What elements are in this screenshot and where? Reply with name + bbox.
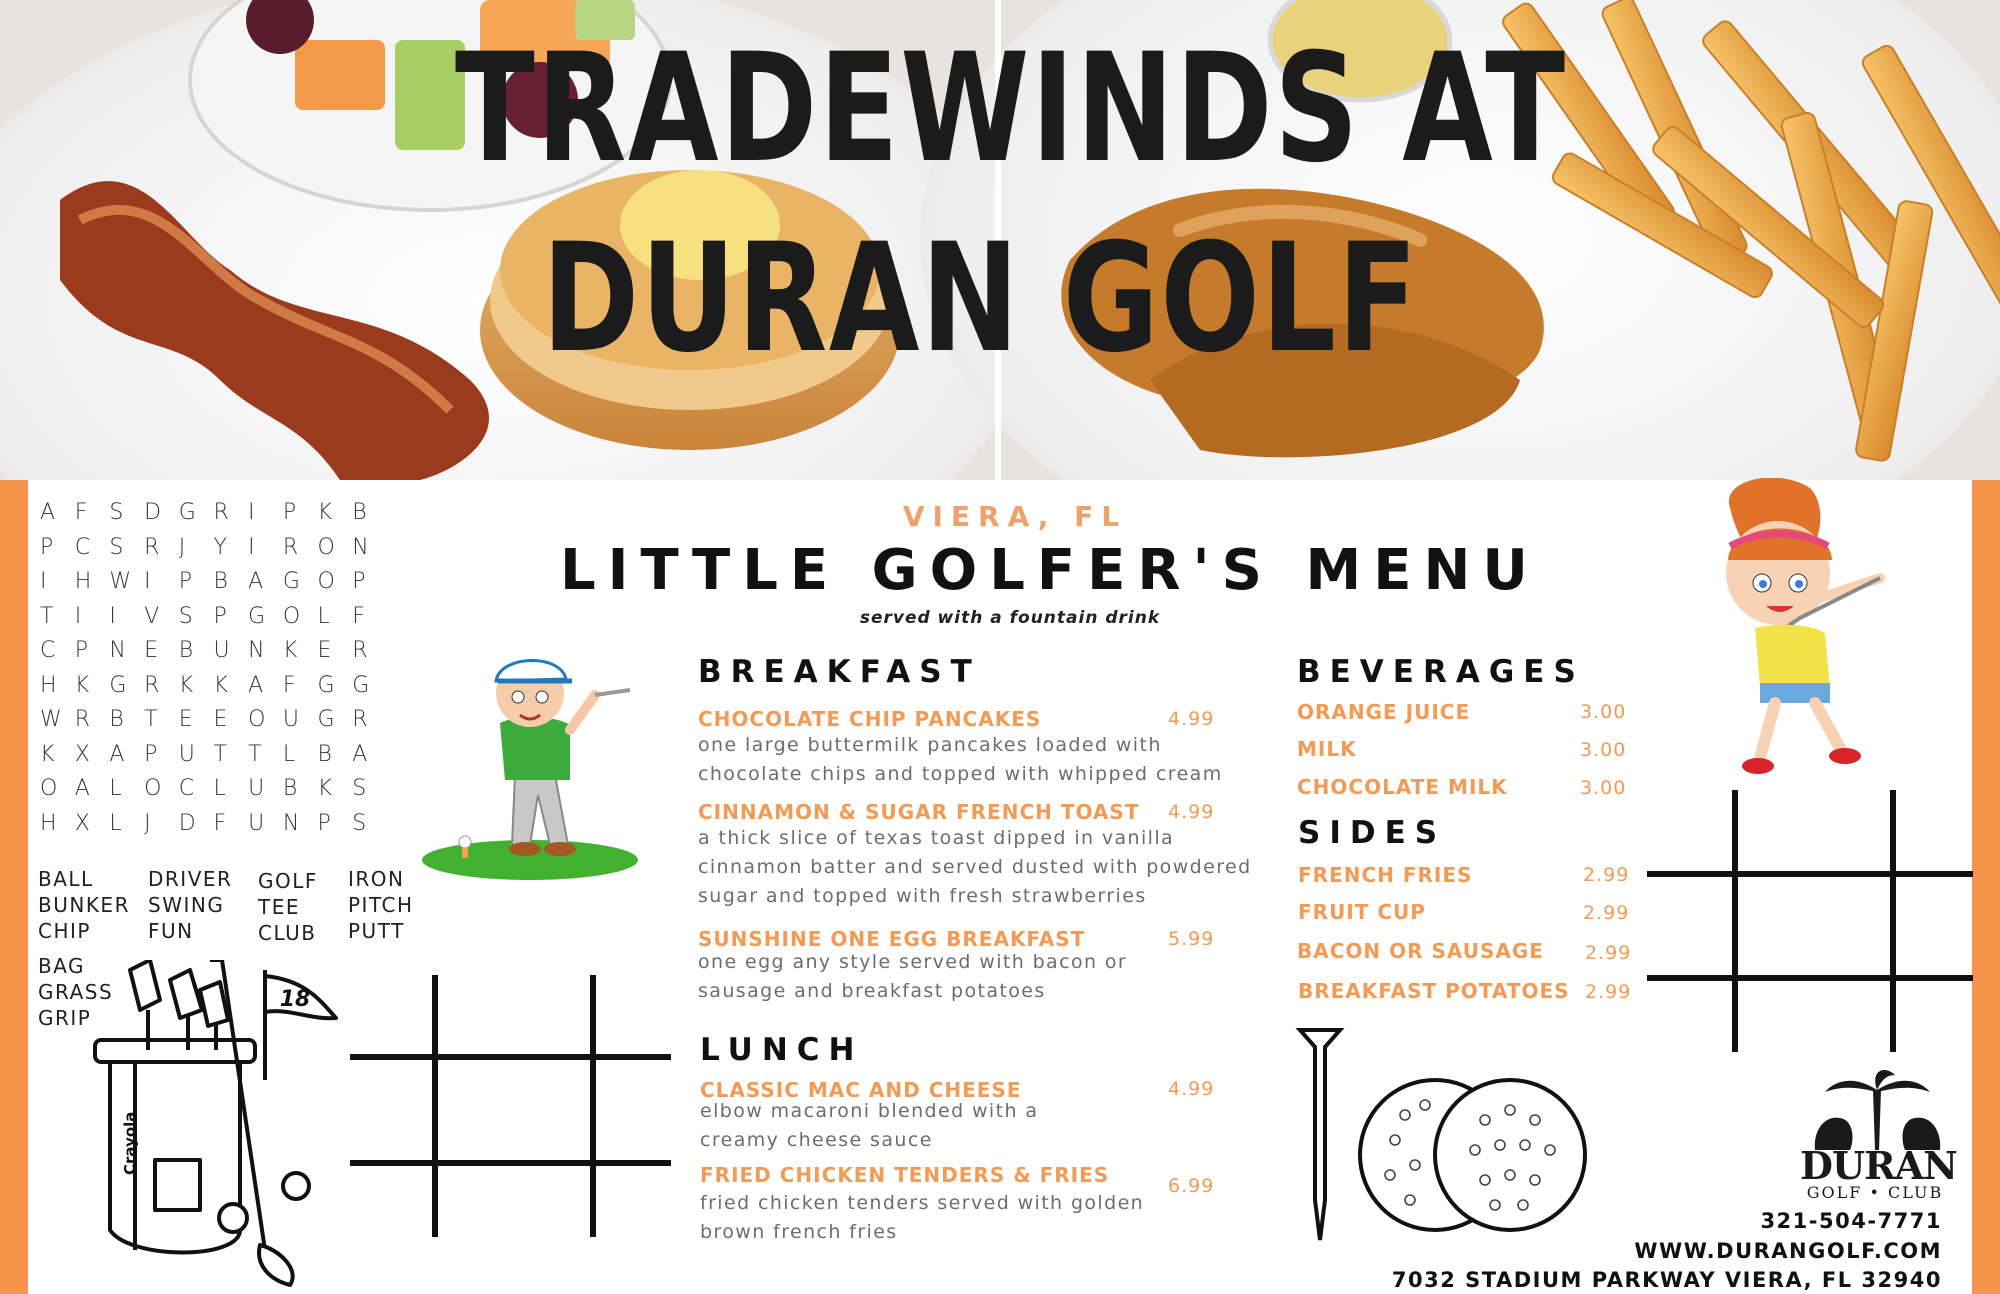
word-search-letter[interactable]: T	[144, 707, 158, 732]
word-search-letter[interactable]: O	[248, 707, 266, 732]
word-search-letter[interactable]: C	[40, 638, 56, 663]
word-search-letter[interactable]: I	[74, 603, 82, 629]
word-search-letter[interactable]: K	[178, 672, 194, 698]
banner-title-line-1: TRADEWINDS AT	[455, 22, 1567, 196]
word-search-letter[interactable]: T	[40, 603, 54, 629]
word-search-letter[interactable]: H	[40, 672, 57, 698]
word-search-row	[40, 742, 387, 777]
word-search-letter[interactable]: B	[213, 569, 228, 594]
word-search-letter[interactable]: A	[109, 741, 125, 767]
menu-subtitle: served with a fountain drink	[859, 608, 1161, 628]
duran-palm-logo-icon	[1805, 1070, 1945, 1150]
word-search-grid	[40, 500, 387, 845]
lunch-item-desc	[700, 1097, 1220, 1155]
word-search-letter[interactable]: F	[352, 603, 365, 629]
word-search-letter[interactable]: R	[352, 707, 368, 732]
word-search-letter[interactable]: B	[282, 776, 298, 801]
word-search-letter[interactable]: G	[352, 672, 370, 698]
word-search-letter[interactable]: V	[144, 603, 160, 629]
word-search-letter[interactable]: G	[282, 569, 300, 594]
word-search-row	[40, 569, 387, 604]
word: BUNKER	[38, 893, 130, 917]
word-search-letter[interactable]: K	[282, 638, 298, 663]
word-search-letter[interactable]: S	[178, 603, 193, 629]
word-search-letter[interactable]: O	[282, 603, 301, 629]
lunch-item-name: CLASSIC MAC AND CHEESE	[700, 1078, 1022, 1102]
golf-tee-and-balls-icon	[1295, 1025, 1595, 1245]
word: BAG	[38, 954, 86, 978]
side-item-price: 2.99	[1585, 981, 1632, 1003]
word-search-letter[interactable]: N	[248, 638, 265, 663]
word-search-letter[interactable]: Y	[213, 534, 227, 560]
word-search-letter[interactable]: L	[109, 776, 122, 801]
word-search-letter[interactable]: U	[248, 810, 265, 836]
word-search-letter[interactable]: H	[40, 810, 57, 836]
breakfast-item-price: 5.99	[1168, 928, 1215, 950]
bag-brand-label: Crayola	[121, 1111, 139, 1175]
word-search-letter[interactable]: I	[40, 569, 47, 594]
word: TEE	[258, 895, 300, 919]
word-search-letter[interactable]: U	[178, 741, 195, 767]
word-search-letter[interactable]: D	[144, 500, 162, 525]
word-list-col-4	[348, 866, 414, 944]
word-search-letter[interactable]: B	[317, 741, 332, 767]
golf-bag-coloring-icon	[90, 960, 340, 1290]
word-search-letter[interactable]: C	[178, 776, 195, 801]
word-search-letter[interactable]: A	[40, 500, 56, 525]
lunch-heading: LUNCH	[700, 1032, 864, 1068]
word-search-letter[interactable]: P	[213, 603, 227, 629]
word-search-letter[interactable]: G	[109, 672, 127, 698]
word-search-letter[interactable]: P	[74, 638, 88, 663]
word-search-letter[interactable]: S	[109, 500, 124, 525]
word-search-letter[interactable]: O	[144, 776, 162, 801]
word-search-letter[interactable]: E	[317, 638, 332, 663]
breakfast-item-desc	[698, 948, 1278, 1006]
word-search-letter[interactable]: U	[213, 638, 230, 663]
side-item-price: 2.99	[1583, 902, 1630, 924]
beverage-item-name: MILK	[1297, 737, 1357, 761]
word-search-letter[interactable]: F	[74, 500, 88, 525]
desc-line: fried chicken tenders served with golden	[700, 1192, 1145, 1214]
word-search-letter[interactable]: A	[352, 741, 368, 767]
word-search-row	[40, 776, 387, 811]
banner-title-line-2: DURAN GOLF	[542, 212, 1420, 386]
word-search-letter[interactable]: A	[248, 569, 264, 594]
word-search-letter[interactable]: X	[74, 741, 90, 767]
word-search-letter[interactable]: E	[144, 638, 158, 663]
word-search-letter[interactable]: K	[40, 741, 55, 767]
word-search-letter[interactable]: D	[178, 810, 196, 836]
word-search-letter[interactable]: G	[178, 500, 196, 525]
word-search-letter[interactable]: J	[144, 810, 151, 836]
word: CHIP	[38, 919, 91, 943]
breakfast-item-desc	[698, 731, 1278, 789]
word-search-letter[interactable]: F	[213, 810, 227, 836]
word-search-letter[interactable]: T	[213, 741, 227, 767]
word-search-letter[interactable]: G	[248, 603, 266, 629]
word-search-letter[interactable]: T	[248, 741, 262, 767]
breakfast-heading: BREAKFAST	[698, 654, 981, 690]
word-search-letter[interactable]: R	[282, 534, 299, 560]
left-orange-edge	[0, 480, 28, 1294]
word-search-letter[interactable]: R	[144, 672, 160, 698]
side-item-price: 2.99	[1585, 942, 1632, 964]
desc-line: creamy cheese sauce	[700, 1129, 933, 1151]
word-search-letter[interactable]: S	[109, 534, 124, 560]
word-list-col-3	[258, 868, 318, 946]
lunch-item-desc	[700, 1189, 1220, 1247]
word-search-letter[interactable]: G	[317, 672, 335, 698]
word-search-row	[40, 673, 387, 708]
word-search-letter[interactable]: H	[74, 569, 92, 594]
word-search-letter[interactable]: N	[282, 810, 300, 836]
side-item-name: BREAKFAST POTATOES	[1298, 979, 1570, 1003]
word-search-letter[interactable]: F	[282, 672, 296, 698]
word-search-letter[interactable]: L	[109, 810, 122, 836]
flag-number: 18	[279, 987, 311, 1012]
word: GRIP	[38, 1006, 92, 1030]
hero-photo-banner	[0, 0, 2000, 480]
word-search-letter[interactable]: P	[317, 810, 331, 836]
desc-line: one egg any style served with bacon or	[698, 951, 1128, 973]
breakfast-item-desc	[698, 824, 1278, 911]
word-search-letter[interactable]: I	[144, 569, 151, 594]
word-list-col-2	[148, 866, 232, 944]
beverage-item-name: ORANGE JUICE	[1297, 700, 1471, 724]
phone-number[interactable]: 321-504-7771	[1760, 1209, 1942, 1233]
word-search-letter[interactable]: K	[213, 672, 228, 698]
beverage-item-price: 3.00	[1580, 701, 1627, 723]
word-search-letter[interactable]: R	[213, 500, 229, 525]
desc-line: sugar and topped with fresh strawberries	[698, 885, 1147, 907]
word-search-row	[40, 500, 387, 535]
word-search-letter[interactable]: U	[282, 707, 299, 732]
word-search-letter[interactable]: R	[144, 534, 160, 560]
word-search-letter[interactable]: I	[248, 500, 255, 525]
word-search-letter[interactable]: K	[74, 672, 90, 698]
address: 7032 STADIUM PARKWAY VIERA, FL 32940	[1391, 1268, 1942, 1292]
logo-name: DURAN	[1800, 1143, 1957, 1188]
word-search-letter[interactable]: L	[282, 741, 296, 767]
logo-subtitle: GOLF • CLUB	[1806, 1183, 1944, 1202]
word-search-letter[interactable]: L	[317, 603, 330, 629]
side-item-price: 2.99	[1583, 864, 1630, 886]
word-search-letter[interactable]: B	[352, 500, 367, 525]
word-search-letter[interactable]: B	[178, 638, 194, 663]
word: GOLF	[258, 869, 318, 893]
desc-line: a thick slice of texas toast dipped in vanilla	[698, 827, 1175, 849]
menu-title: LITTLE GOLFER'S MENU	[560, 538, 1540, 603]
word-search-letter[interactable]: O	[40, 776, 58, 801]
word-search-letter[interactable]: R	[352, 638, 368, 663]
lunch-item-price: 4.99	[1168, 1078, 1215, 1100]
word-list-col-1	[38, 866, 130, 944]
word-search-letter[interactable]: K	[317, 776, 332, 801]
word-search-letter[interactable]: I	[248, 534, 255, 560]
side-item-name: FRENCH FRIES	[1298, 863, 1473, 887]
word: IRON	[348, 867, 405, 891]
right-orange-edge	[1972, 480, 2000, 1294]
breakfast-item-name: CINNAMON & SUGAR FRENCH TOAST	[698, 800, 1140, 824]
lunch-item-name: FRIED CHICKEN TENDERS & FRIES	[700, 1163, 1110, 1187]
side-item-name: FRUIT CUP	[1298, 900, 1426, 924]
word-search-letter[interactable]: W	[40, 707, 62, 732]
word: FUN	[148, 919, 194, 943]
word-search-row	[40, 707, 387, 742]
word-search-letter[interactable]: J	[178, 534, 186, 560]
word-search-row	[40, 604, 387, 639]
breakfast-item-price: 4.99	[1168, 801, 1215, 823]
desc-line: one large buttermilk pancakes loaded with	[698, 734, 1162, 756]
desc-line: brown french fries	[700, 1221, 898, 1243]
beverage-item-price: 3.00	[1580, 777, 1627, 799]
word-search-letter[interactable]: S	[352, 776, 367, 801]
word-search-letter[interactable]: A	[248, 672, 264, 698]
location-label: VIERA, FL	[902, 500, 1128, 533]
word-search-letter[interactable]: E	[213, 707, 228, 732]
word: PITCH	[348, 893, 414, 917]
word: BALL	[38, 867, 94, 891]
word-search-letter[interactable]: X	[74, 810, 90, 836]
word-search-letter[interactable]: P	[178, 569, 193, 594]
word-search-letter[interactable]: P	[282, 500, 297, 525]
desc-line: chocolate chips and topped with whipped cream	[698, 763, 1223, 785]
word-search-letter[interactable]: W	[109, 569, 132, 594]
boy-golfer-icon	[420, 645, 640, 880]
word-search-letter[interactable]: G	[317, 707, 335, 732]
word-search-letter[interactable]: P	[144, 741, 158, 767]
word-search-letter[interactable]: L	[213, 776, 226, 801]
word-search-letter[interactable]: B	[109, 707, 124, 732]
word-search-letter[interactable]: U	[248, 776, 265, 801]
beverages-heading: BEVERAGES	[1297, 654, 1585, 690]
word-search-row	[40, 535, 387, 570]
desc-line: sausage and breakfast potatoes	[698, 980, 1046, 1002]
word-search-letter[interactable]: P	[40, 534, 54, 560]
word-search-letter[interactable]: O	[317, 569, 335, 594]
word-search-letter[interactable]: I	[109, 603, 116, 629]
word-search-letter[interactable]: O	[317, 534, 335, 560]
beverage-item-price: 3.00	[1580, 739, 1627, 761]
website-link[interactable]: WWW.DURANGOLF.COM	[1634, 1239, 1942, 1263]
breakfast-item-name: SUNSHINE ONE EGG BREAKFAST	[698, 927, 1086, 951]
word-search-row	[40, 811, 387, 846]
word: DRIVER	[148, 867, 233, 891]
word-search-letter[interactable]: S	[352, 810, 367, 836]
word-search-letter[interactable]: N	[109, 638, 126, 663]
girl-golfer-icon	[1700, 478, 1900, 778]
word-search-letter[interactable]: A	[74, 776, 90, 801]
word: GRASS	[38, 980, 114, 1004]
breakfast-item-price: 4.99	[1168, 708, 1215, 730]
word-search-letter[interactable]: C	[74, 534, 91, 560]
desc-line: cinnamon batter and served dusted with powdered	[698, 856, 1252, 878]
sides-heading: SIDES	[1298, 815, 1447, 851]
word-search-letter[interactable]: R	[74, 707, 90, 732]
word: CLUB	[258, 921, 317, 945]
word-search-row	[40, 638, 387, 673]
breakfast-item-name: CHOCOLATE CHIP PANCAKES	[698, 707, 1042, 731]
word: SWING	[148, 893, 225, 917]
word-search-letter[interactable]: K	[317, 500, 332, 525]
desc-line: elbow macaroni blended with a	[700, 1100, 1039, 1122]
word-search-letter[interactable]: E	[178, 707, 193, 732]
word-search-letter[interactable]: P	[352, 569, 366, 594]
lunch-item-price: 6.99	[1168, 1175, 1215, 1197]
tic-tac-toe-left[interactable]	[345, 975, 675, 1245]
beverage-item-name: CHOCOLATE MILK	[1297, 775, 1508, 799]
word: PUTT	[348, 919, 405, 943]
tic-tac-toe-right[interactable]	[1645, 790, 1975, 1060]
word-search-letter[interactable]: N	[352, 534, 369, 560]
side-item-name: BACON OR SAUSAGE	[1297, 939, 1544, 963]
